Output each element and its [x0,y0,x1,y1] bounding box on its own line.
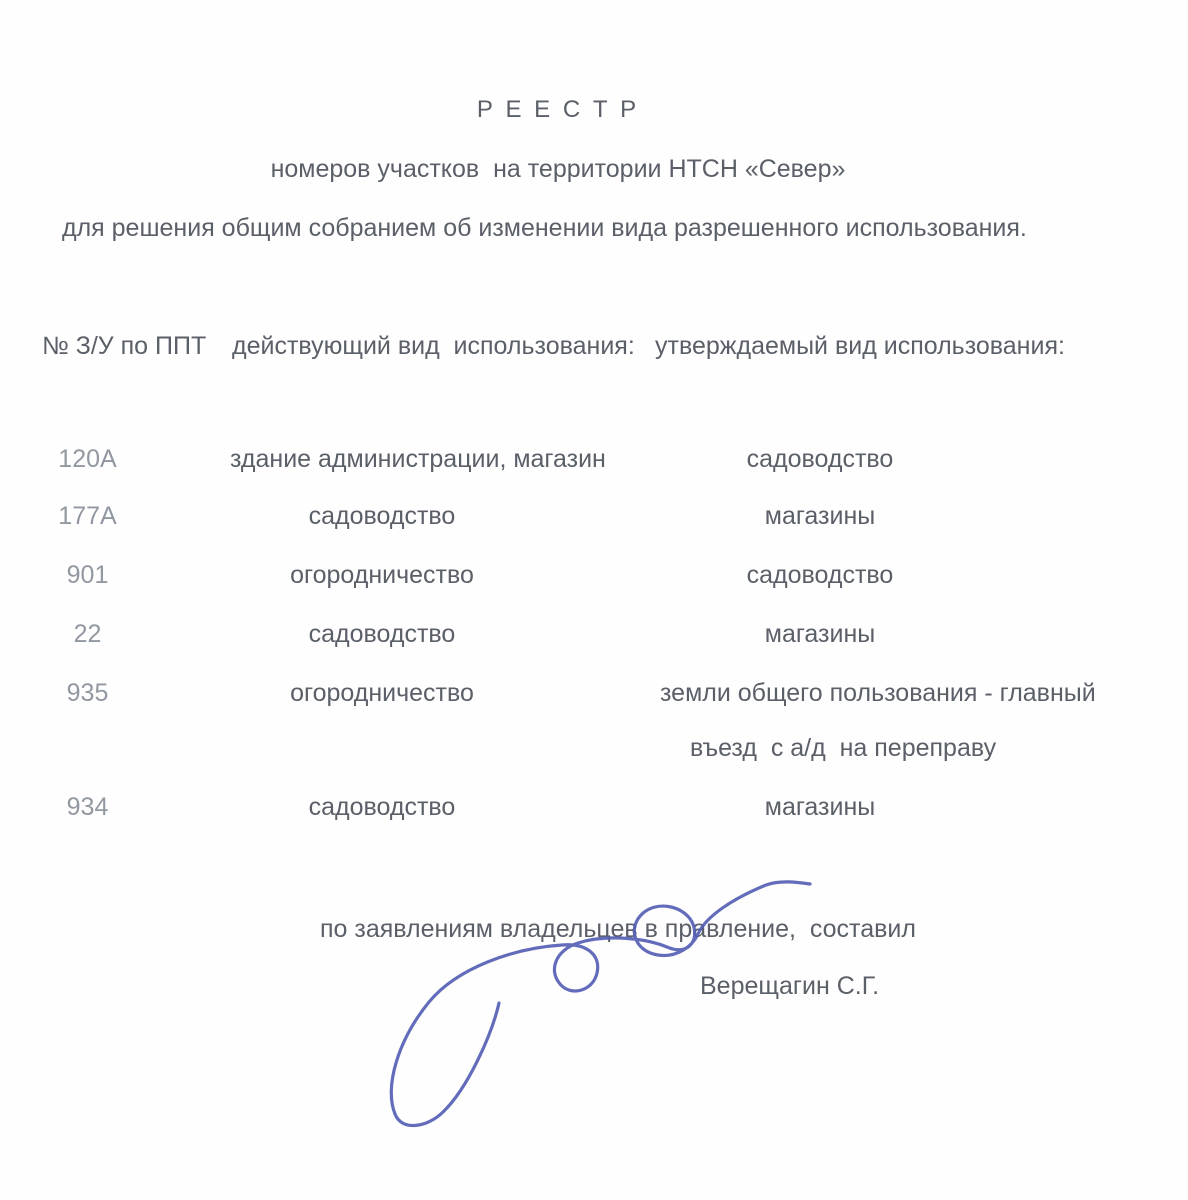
column-header-current-use: действующий вид использования: [232,332,635,360]
table-row [0,619,1188,653]
cell-plot-number: 120А [58,445,117,473]
column-header-approved-use: утверждаемый вид использования: [655,332,1065,360]
cell-current-use: огородничество [290,679,474,707]
document-title: Р Е Е С Т Р [476,96,640,123]
table-row [0,444,1188,478]
footer-note: по заявлениям владельцев в правление, составил [320,915,916,943]
cell-plot-number: 901 [66,561,109,589]
cell-current-use: садоводство [308,502,456,530]
cell-plot-number: 935 [66,679,109,707]
cell-approved-use: садоводство [746,561,894,589]
cell-current-use: садоводство [308,793,456,821]
cell-approved-use-line1: земли общего пользования - главный [660,679,1096,707]
table-row [0,501,1188,535]
table-row [0,792,1188,826]
document-purpose: для решения общим собранием об изменении вида разрешенного использования. [62,214,1027,242]
table-row [0,678,1188,768]
cell-plot-number: 177А [58,502,117,530]
cell-approved-use: магазины [764,620,876,648]
signatory-name: Верещагин С.Г. [700,972,880,1000]
cell-approved-use: садоводство [746,445,894,473]
table-header-row [0,331,1188,365]
document-subtitle: номеров участков на территории НТСН «Север» [270,155,846,183]
column-header-plot-number: № З/У по ППТ [42,332,207,360]
cell-approved-use: магазины [764,502,876,530]
cell-approved-use: магазины [764,793,876,821]
cell-current-use: здание администрации, магазин [230,445,606,473]
cell-current-use: огородничество [290,561,474,589]
cell-plot-number: 22 [73,620,102,648]
cell-plot-number: 934 [66,793,109,821]
table-row [0,560,1188,594]
cell-approved-use-line2: въезд с а/д на переправу [690,734,997,762]
cell-current-use: садоводство [308,620,456,648]
